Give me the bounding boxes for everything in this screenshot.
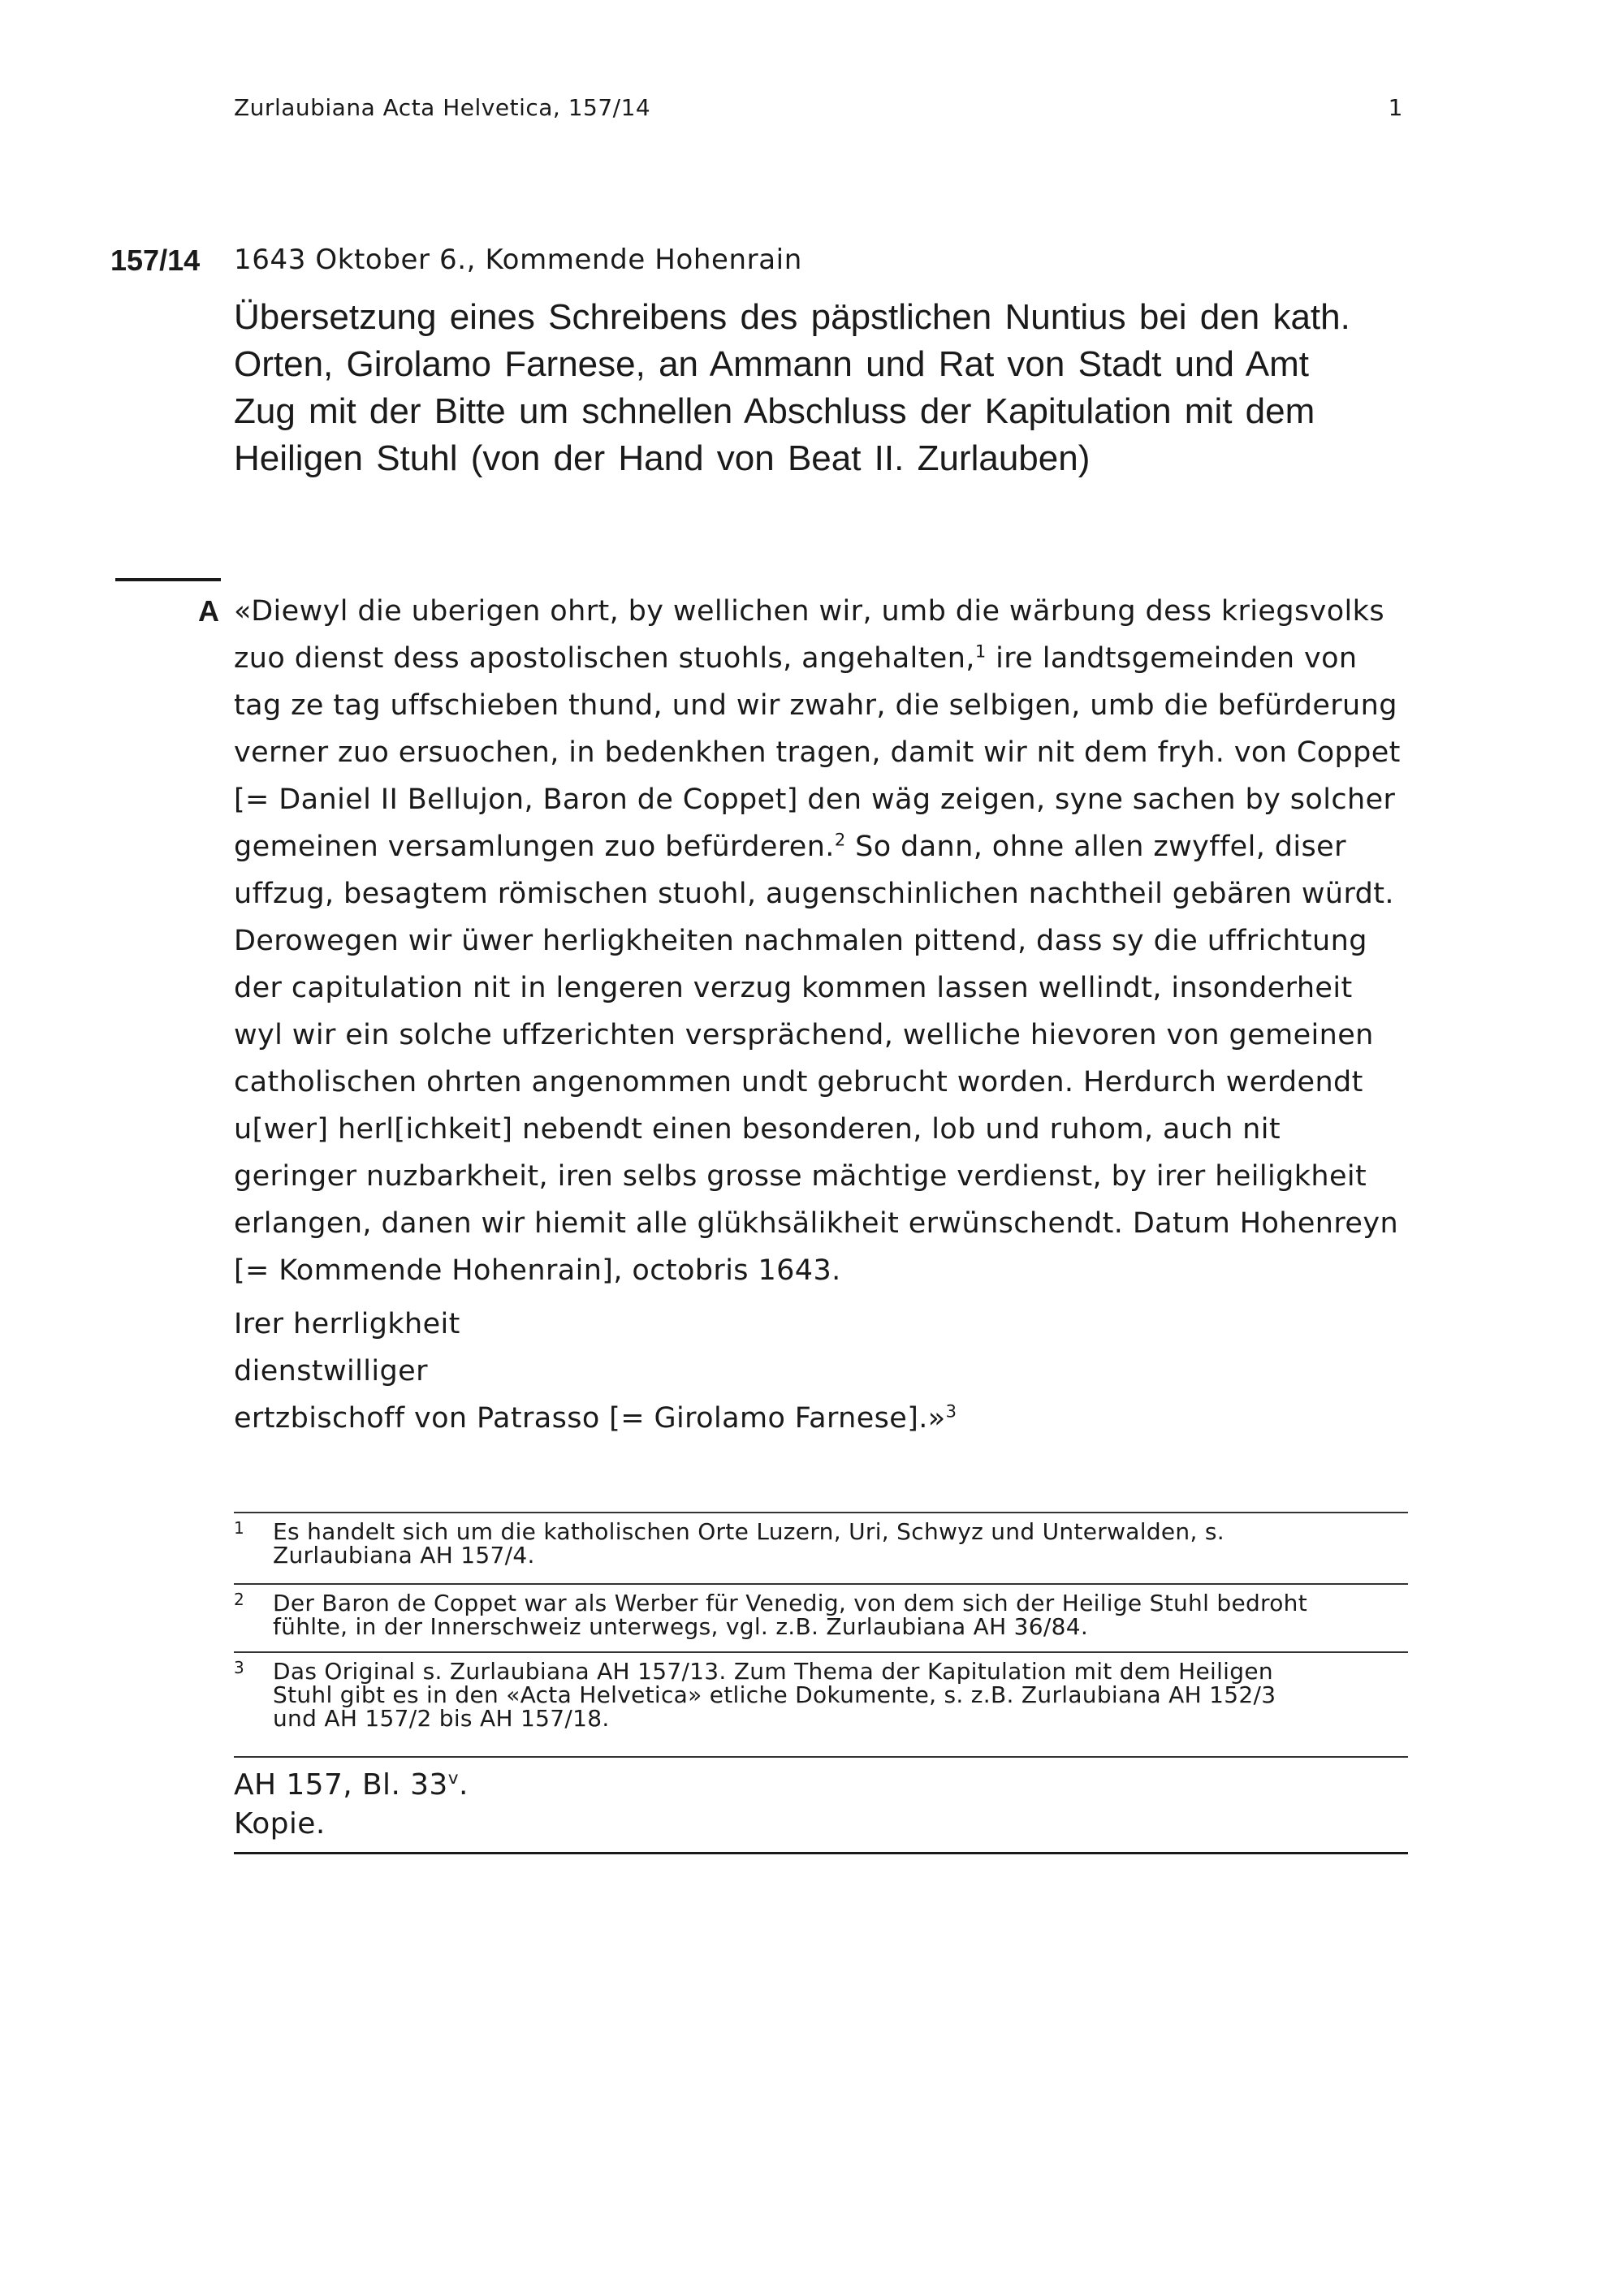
body-line: erlangen, danen wir hiemit alle glükhsälikheit erwünschendt. Datum Hohenreyn <box>234 1207 1399 1240</box>
footnote-ref-2[interactable]: 2 <box>834 830 846 850</box>
document-date-place: 1643 Oktober 6., Kommende Hohenrain <box>234 244 802 276</box>
footnote <box>234 1512 1408 1567</box>
footnote-mark: 2 <box>234 1590 245 1609</box>
page-number: 1 <box>1388 94 1403 121</box>
body-line: verner zuo ersuochen, in bedenkhen tragen, damit wir nit dem fryh. von Coppet <box>234 736 1401 769</box>
closing-line: ertzbischoff von Patrasso [= Girolamo Farnese].»$^3$ <box>234 1401 957 1435</box>
footnote-ref-3[interactable]: 3 <box>945 1401 957 1422</box>
body-line: der capitulation nit in lengeren verzug kommen lassen wellindt, insonderheit <box>234 972 1353 1004</box>
running-header-title: Zurlaubiana Acta Helvetica, 157/14 <box>234 94 651 121</box>
footnote <box>234 1651 1408 1730</box>
body-line: zuo dienst dess apostolischen stuohls, angehalten,$^1$ ire landtsgemeinden von <box>234 641 1358 675</box>
closing-line: Irer herrligkheit <box>234 1308 460 1340</box>
document-number: 157/14 <box>110 244 201 277</box>
section-divider <box>115 578 221 581</box>
source-shelfmark: AH 157, Bl. 33$^v$. <box>234 1768 469 1802</box>
footnote-text: Das Original s. Zurlaubiana AH 157/13. Zum Thema der Kapitulation mit dem Heiligen Stuhl gibt es in den «Acta Helvetica» etliche Dokumente, s. z.B. Zurlaubiana AH 152/3 und AH 157/2 bis AH 157/18. <box>273 1658 1276 1732</box>
body-line: Derowegen wir üwer herligkheiten nachmalen pittend, dass sy die uffrichtung <box>234 925 1367 957</box>
running-header <box>234 94 1403 127</box>
body-line: gemeinen versamlungen zuo befürderen.$^2$ So dann, ohne allen zwyffel, diser <box>234 830 1346 863</box>
witness-label: A <box>198 594 219 628</box>
body-line: u[wer] herl[ichkeit] nebendt einen besonderen, lob und ruhom, auch nit <box>234 1113 1281 1146</box>
transcription-body <box>234 588 1419 1294</box>
body-line: geringer nuzbarkheit, iren selbs grosse mächtige verdienst, by irer heiligkheit <box>234 1160 1367 1193</box>
body-line: catholischen ohrten angenommen undt gebrucht worden. Herdurch werdendt <box>234 1066 1363 1098</box>
footnote-text: Der Baron de Coppet war als Werber für Venedig, von dem sich der Heilige Stuhl bedroht fühlte, in der Innerschweiz unterwegs, vgl. z.B. Zurlaubiana AH 36/84. <box>273 1590 1308 1640</box>
body-line: [= Kommende Hohenrain], octobris 1643. <box>234 1254 841 1287</box>
source-note <box>234 1756 1408 1854</box>
body-line: uffzug, besagtem römischen stuohl, augenschinlichen nachtheil gebären würdt. <box>234 878 1394 910</box>
footnote <box>234 1583 1408 1638</box>
closing-salutation <box>234 1301 957 1442</box>
body-line: «Diewyl die uberigen ohrt, by wellichen wir, umb die wärbung dess kriegsvolks <box>234 595 1384 628</box>
footnote-ref-1[interactable]: 1 <box>974 641 987 662</box>
closing-line: dienstwilliger <box>234 1355 428 1388</box>
footnote-mark: 1 <box>234 1518 245 1538</box>
body-line: [= Daniel II Bellujon, Baron de Coppet] den wäg zeigen, syne sachen by solcher <box>234 783 1396 816</box>
body-line: wyl wir ein solche uffzerichten versprächend, welliche hievoren von gemeinen <box>234 1019 1374 1051</box>
source-type: Kopie. <box>234 1807 326 1841</box>
document-title: Übersetzung eines Schreibens des päpstlichen Nuntius bei den kath. Orten, Girolamo Farnese, an Ammann und Rat von Stadt und Amt Zug mit der Bitte um schnellen Abschluss der Kapitulation mit dem Heiligen Stuhl (von der Hand von Beat II. Zurlauben) <box>234 297 1350 478</box>
body-line: tag ze tag uffschieben thund, und wir zwahr, die selbigen, umb die befürderung <box>234 689 1397 722</box>
footnote-mark: 3 <box>234 1658 245 1677</box>
footnote-text: Es handelt sich um die katholischen Orte Luzern, Uri, Schwyz und Unterwalden, s. Zurlaubiana AH 157/4. <box>273 1518 1224 1569</box>
